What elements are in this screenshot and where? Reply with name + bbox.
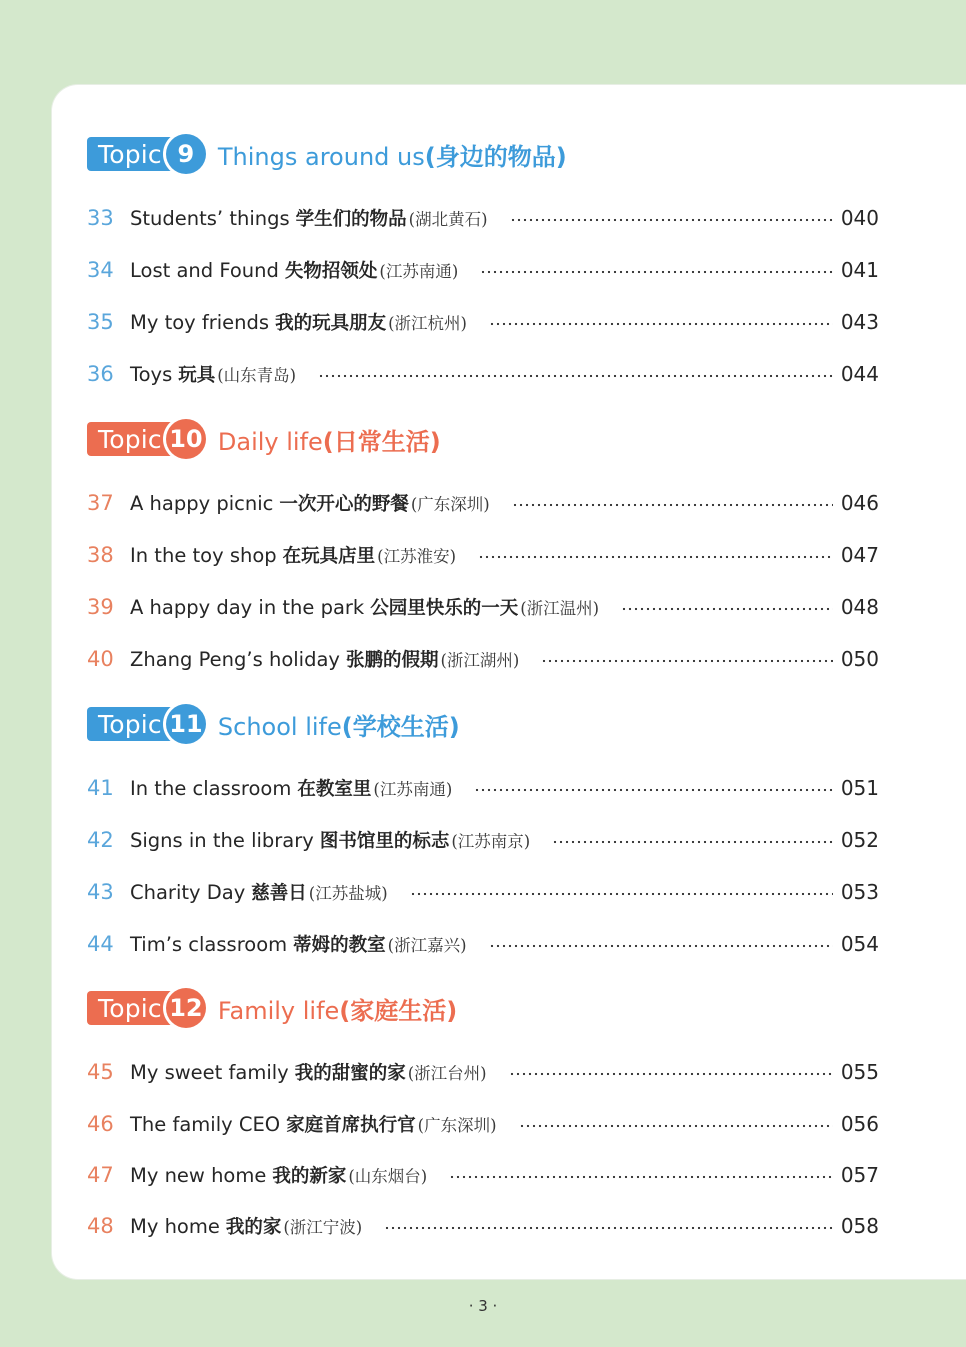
entry-page: 047: [840, 543, 879, 567]
entry-title-zh: 在教室里: [297, 779, 372, 800]
toc-entry[interactable]: [87, 592, 879, 622]
entry-page: 044: [840, 362, 879, 386]
dot-leader: [510, 218, 833, 222]
entry-number: 34: [87, 258, 114, 282]
entry-title-zh: 一次开心的野餐: [279, 494, 409, 515]
entry-page: 053: [840, 880, 879, 904]
topic-title-zh: (身边的物品): [424, 142, 567, 171]
entry-number: 47: [87, 1163, 114, 1187]
topic-number: 10: [166, 419, 206, 459]
page-number: · 3 ·: [468, 1297, 498, 1315]
entry-location: (广东深圳): [410, 495, 490, 514]
dot-leader: [318, 374, 833, 378]
entry-location: (浙江温州): [520, 599, 600, 618]
entry-number: 33: [87, 206, 114, 230]
toc-entry[interactable]: [87, 644, 879, 674]
topic-title-zh: (家庭生活): [339, 996, 458, 1025]
dot-leader: [489, 944, 833, 948]
entry-number: 38: [87, 543, 114, 567]
entry-title-en: Toys: [130, 362, 173, 386]
dot-leader: [552, 840, 833, 844]
topic-label: Topic: [87, 137, 172, 171]
entry-title-zh: 我的家: [225, 1217, 282, 1238]
entry-title-zh: 慈善日: [251, 883, 307, 904]
entry-title-en: My home: [130, 1214, 220, 1238]
entry-page: 048: [840, 595, 879, 619]
entry-number: 36: [87, 362, 114, 386]
topic-title-zh: (学校生活): [341, 712, 460, 741]
topic-title-en: Daily life: [217, 427, 323, 456]
toc-entry[interactable]: [87, 255, 879, 285]
entry-location: (江苏南通): [379, 262, 459, 281]
toc-entry[interactable]: [87, 929, 879, 959]
dot-leader: [509, 1072, 833, 1076]
entry-title-zh: 我的新家: [272, 1166, 347, 1187]
toc-entry[interactable]: [87, 877, 879, 907]
entry-title-en: The family CEO: [130, 1112, 281, 1136]
entry-title-en: Charity Day: [130, 880, 246, 904]
topic-header-10: [87, 419, 441, 459]
entry-page: 055: [840, 1060, 879, 1084]
entry-title-en: My sweet family: [130, 1060, 289, 1084]
entry-number: 46: [87, 1112, 114, 1136]
entry-location: (江苏南京): [451, 832, 531, 851]
entry-title-zh: 学生们的物品: [295, 209, 407, 230]
entry-title-en: Zhang Peng’s holiday: [130, 647, 340, 671]
entry-location: (广东深圳): [417, 1116, 497, 1135]
entry-location: (山东青岛): [217, 366, 297, 385]
entry-page: 051: [840, 776, 879, 800]
dot-leader: [512, 503, 833, 507]
toc-entry[interactable]: [87, 1109, 879, 1139]
entry-title-en: A happy day in the park: [130, 595, 365, 619]
entry-location: (湖北黄石): [408, 210, 488, 229]
entry-location: (江苏南通): [373, 780, 453, 799]
entry-title-zh: 蒂姆的教室: [293, 935, 386, 956]
entry-title-en: In the toy shop: [130, 543, 277, 567]
topic-title: [218, 991, 457, 1026]
entry-title-en: Signs in the library: [130, 828, 314, 852]
entry-title-zh: 失物招领处: [284, 261, 378, 282]
entry-location: (江苏淮安): [377, 547, 457, 566]
dot-leader: [384, 1226, 833, 1230]
entry-number: 45: [87, 1060, 114, 1084]
toc-entry[interactable]: [87, 307, 879, 337]
topic-header-11: [87, 704, 460, 744]
entry-location: (浙江台州): [407, 1064, 487, 1083]
entry-page: 052: [840, 828, 879, 852]
topic-title-zh: (日常生活): [322, 427, 441, 456]
toc-entry[interactable]: [87, 1057, 879, 1087]
toc-entry[interactable]: [87, 1160, 879, 1190]
entry-location: (山东烟台): [348, 1167, 428, 1186]
entry-page: 058: [840, 1214, 879, 1238]
entry-title-zh: 在玩具店里: [282, 546, 376, 567]
entry-title-zh: 我的甜蜜的家: [294, 1063, 406, 1084]
topic-header-9: [87, 134, 567, 174]
entry-title-en: Lost and Found: [130, 258, 279, 282]
entry-number: 48: [87, 1214, 114, 1238]
toc-entry[interactable]: [87, 540, 879, 570]
dot-leader: [541, 659, 832, 663]
entry-location: (浙江杭州): [388, 314, 467, 333]
dot-leader: [478, 555, 833, 559]
toc-entry[interactable]: [87, 488, 879, 518]
entry-page: 056: [840, 1112, 879, 1136]
entry-number: 41: [87, 776, 114, 800]
entry-title-zh: 图书馆里的标志: [319, 831, 450, 852]
entry-title-en: In the classroom: [130, 776, 292, 800]
entry-number: 39: [87, 595, 114, 619]
toc-entry[interactable]: [87, 203, 879, 233]
toc-entry[interactable]: [87, 359, 879, 389]
entry-title-zh: 玩具: [178, 365, 216, 386]
entry-number: 40: [87, 647, 114, 671]
entry-title-en: Tim’s classroom: [130, 932, 288, 956]
topic-title: [218, 137, 567, 172]
topic-title: [218, 422, 441, 457]
topic-title-en: Family life: [217, 996, 340, 1025]
entry-number: 35: [87, 310, 114, 334]
entry-number: 43: [87, 880, 114, 904]
entry-location: (江苏盐城): [308, 884, 388, 903]
entry-page: 040: [840, 206, 879, 230]
toc-entry[interactable]: [87, 825, 879, 855]
entry-title-en: Students’ things: [130, 206, 290, 230]
entry-number: 44: [87, 932, 114, 956]
topic-number: 12: [166, 988, 206, 1028]
entry-number: 42: [87, 828, 114, 852]
entry-location: (浙江嘉兴): [387, 936, 467, 955]
entry-page: 046: [840, 491, 879, 515]
entry-page: 057: [840, 1163, 879, 1187]
entry-title-en: My new home: [130, 1163, 267, 1187]
topic-title-en: Things around us: [217, 142, 425, 171]
topic-title-en: School life: [217, 712, 342, 741]
topic-title: [218, 707, 460, 742]
entry-title-zh: 家庭首席执行官: [286, 1115, 416, 1136]
entry-number: 37: [87, 491, 114, 515]
dot-leader: [519, 1124, 833, 1128]
entry-title-zh: 我的玩具朋友: [275, 313, 387, 334]
entry-title-en: My toy friends: [130, 310, 270, 334]
toc-entry[interactable]: [87, 773, 879, 803]
entry-page: 054: [840, 932, 879, 956]
dot-leader: [474, 788, 833, 792]
entry-location: (浙江湖州): [440, 651, 520, 670]
dot-leader: [480, 270, 833, 274]
entry-page: 043: [840, 310, 879, 334]
topic-label: Topic: [87, 707, 172, 741]
entry-location: (浙江宁波): [283, 1218, 363, 1237]
entry-page: 041: [840, 258, 879, 282]
dot-leader: [489, 322, 833, 326]
entry-title-zh: 张鹏的假期: [345, 650, 439, 671]
topic-label: Topic: [87, 991, 172, 1025]
dot-leader: [449, 1175, 833, 1179]
entry-title-en: A happy picnic: [130, 491, 274, 515]
topic-number: 11: [166, 704, 206, 744]
entry-title-zh: 公园里快乐的一天: [370, 598, 519, 619]
toc-entry[interactable]: [87, 1211, 879, 1241]
topic-number: 9: [166, 134, 206, 174]
topic-header-12: [87, 988, 457, 1028]
topic-label: Topic: [87, 422, 172, 456]
dot-leader: [621, 607, 833, 611]
entry-page: 050: [840, 647, 879, 671]
dot-leader: [410, 892, 833, 896]
